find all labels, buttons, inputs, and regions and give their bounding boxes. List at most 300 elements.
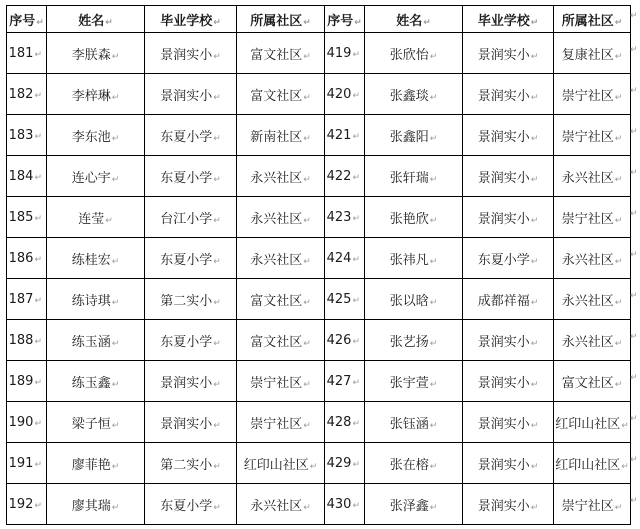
table-cell [325, 279, 365, 320]
table-cell [47, 33, 145, 74]
cell-value: 景润实小 [477, 457, 530, 473]
cell-end-mark: ↵ [213, 92, 221, 103]
cell-end-mark: ↵ [352, 49, 360, 60]
row-end-mark: ↵ [630, 208, 638, 219]
cell-value: 张轩瑞 [389, 170, 429, 186]
table-cell [7, 484, 47, 525]
table-header-row [7, 6, 631, 33]
cell-value: 181 [8, 45, 34, 61]
cell-end-mark: ↵ [303, 297, 311, 308]
cell-end-mark: ↵ [352, 418, 360, 429]
cell-end-mark: ↵ [303, 215, 311, 226]
cell-end-mark: ↵ [352, 459, 360, 470]
table-cell [554, 156, 631, 197]
table-row [7, 197, 631, 238]
table-cell [7, 402, 47, 443]
table-cell [145, 443, 237, 484]
cell-end-mark: ↵ [530, 215, 539, 226]
row-end-mark: ↵ [630, 290, 638, 301]
cell-value: 第二实小 [160, 457, 213, 473]
cell-value: 景润实小 [477, 416, 530, 432]
cell-value: 张钰涵 [389, 416, 429, 432]
table-cell [47, 197, 145, 238]
cell-end-mark: ↵ [352, 131, 360, 142]
table-cell [463, 484, 554, 525]
cell-value: 张艺扬 [389, 334, 429, 350]
cell-value: 186 [8, 250, 34, 266]
cell-value: 428 [326, 414, 352, 430]
cell-value: 张欣怡 [389, 47, 429, 63]
cell-value: 张鑫阳 [389, 129, 429, 145]
cell-end-mark: ↵ [429, 215, 438, 226]
table-cell [237, 197, 325, 238]
row-end-mark: ↵ [630, 413, 638, 424]
cell-end-mark: ↵ [34, 336, 42, 347]
header-cell: 姓名↵ [365, 6, 463, 33]
table-row [7, 115, 631, 156]
cell-value: 张宇萱 [389, 375, 429, 391]
cell-value: 419 [326, 45, 352, 61]
cell-end-mark: ↵ [111, 174, 120, 185]
cell-value: 187 [8, 291, 34, 307]
table-cell [7, 197, 47, 238]
cell-end-mark: ↵ [530, 420, 539, 431]
cell-end-mark: ↵ [429, 174, 438, 185]
cell-value: 张鑫琰 [389, 88, 429, 104]
cell-value: 188 [8, 332, 34, 348]
table-cell [463, 197, 554, 238]
table-cell [325, 443, 365, 484]
cell-end-mark: ↵ [34, 131, 42, 142]
cell-end-mark: ↵ [213, 379, 221, 390]
table-cell [145, 279, 237, 320]
cell-end-mark: ↵ [213, 338, 221, 349]
cell-value: 第二实小 [160, 293, 213, 309]
cell-value: 李梓琳 [71, 88, 111, 104]
cell-value: 东夏小学 [160, 170, 213, 186]
cell-end-mark: ↵ [429, 297, 438, 308]
cell-end-mark: ↵ [530, 133, 539, 144]
cell-value: 张艳欣 [389, 211, 429, 227]
cell-value: 426 [326, 332, 352, 348]
cell-end-mark: ↵ [530, 502, 539, 513]
row-end-mark: ↵ [630, 126, 638, 137]
cell-value: 崇宁社区 [250, 416, 303, 432]
cell-value: 422 [326, 168, 352, 184]
table-cell [463, 33, 554, 74]
table-cell [145, 402, 237, 443]
table-cell [237, 279, 325, 320]
cell-end-mark: ↵ [530, 461, 539, 472]
cell-end-mark: ↵ [614, 92, 623, 103]
cell-end-mark: ↵ [429, 461, 438, 472]
cell-value: 富文社区 [250, 88, 303, 104]
cell-value: 李朕森 [71, 47, 111, 63]
cell-end-mark: ↵ [303, 92, 311, 103]
cell-value: 红印山社区 [555, 457, 621, 473]
cell-value: 红印山社区 [555, 416, 621, 432]
cell-end-mark: ↵ [111, 133, 120, 144]
cell-end-mark: ↵ [111, 338, 120, 349]
table-cell [145, 238, 237, 279]
cell-end-mark: ↵ [429, 133, 438, 144]
table-row [7, 33, 631, 74]
cell-value: 永兴社区 [561, 293, 614, 309]
table-cell [145, 156, 237, 197]
cell-value: 新南社区 [250, 129, 303, 145]
cell-end-mark: ↵ [34, 295, 42, 306]
table-cell [145, 484, 237, 525]
table-cell [325, 320, 365, 361]
cell-value: 崇宁社区 [250, 375, 303, 391]
table-cell [463, 238, 554, 279]
table-cell [463, 320, 554, 361]
header-cell: 序号↵ [325, 6, 365, 33]
cell-end-mark: ↵ [303, 502, 311, 513]
table-cell [325, 115, 365, 156]
table-cell [554, 197, 631, 238]
cell-end-mark: ↵ [34, 500, 42, 511]
table-cell [554, 361, 631, 402]
cell-end-mark: ↵ [530, 338, 539, 349]
table-row [7, 279, 631, 320]
cell-value: 景润实小 [160, 47, 213, 63]
table-cell [47, 238, 145, 279]
cell-end-mark: ↵ [303, 174, 311, 185]
cell-value: 东夏小学 [160, 129, 213, 145]
table-cell [7, 279, 47, 320]
cell-value: 永兴社区 [561, 252, 614, 268]
table-cell [7, 320, 47, 361]
cell-end-mark: ↵ [429, 420, 438, 431]
cell-end-mark: ↵ [530, 256, 539, 267]
cell-value: 景润实小 [477, 498, 530, 514]
table-cell [554, 402, 631, 443]
table-cell [325, 74, 365, 115]
cell-value: 张祎凡 [389, 252, 429, 268]
cell-end-mark: ↵ [213, 51, 221, 62]
table-row [7, 156, 631, 197]
table-cell [145, 197, 237, 238]
cell-end-mark: ↵ [213, 256, 221, 267]
table-cell [365, 320, 463, 361]
table-row [7, 484, 631, 525]
cell-value: 景润实小 [160, 416, 213, 432]
table-row [7, 443, 631, 484]
table-cell [237, 238, 325, 279]
cell-value: 427 [326, 373, 352, 389]
cell-end-mark: ↵ [111, 502, 120, 513]
cell-value: 永兴社区 [250, 170, 303, 186]
cell-value: 练诗琪 [71, 293, 111, 309]
document-table-container [6, 5, 630, 525]
cell-value: 景润实小 [477, 334, 530, 350]
cell-end-mark: ↵ [213, 461, 221, 472]
table-cell [365, 484, 463, 525]
table-cell [554, 320, 631, 361]
table-cell [145, 320, 237, 361]
cell-value: 421 [326, 127, 352, 143]
table-cell [145, 115, 237, 156]
table-row [7, 320, 631, 361]
header-cell: 毕业学校↵ [145, 6, 237, 33]
cell-end-mark: ↵ [429, 92, 438, 103]
table-cell [237, 74, 325, 115]
row-end-mark: ↵ [630, 372, 638, 383]
row-end-mark: ↵ [630, 44, 638, 55]
cell-end-mark: ↵ [352, 90, 360, 101]
table-cell [47, 115, 145, 156]
cell-value: 崇宁社区 [561, 129, 614, 145]
cell-end-mark: ↵ [34, 49, 42, 60]
cell-end-mark: ↵ [213, 133, 221, 144]
cell-end-mark: ↵ [34, 377, 42, 388]
table-cell [554, 279, 631, 320]
table-row [7, 238, 631, 279]
cell-end-mark: ↵ [614, 502, 623, 513]
cell-end-mark: ↵ [352, 213, 360, 224]
cell-value: 永兴社区 [250, 498, 303, 514]
table-cell [365, 279, 463, 320]
table-cell [7, 115, 47, 156]
cell-value: 东夏小学 [160, 252, 213, 268]
cell-value: 李东池 [71, 129, 111, 145]
cell-end-mark: ↵ [352, 254, 360, 265]
cell-value: 永兴社区 [250, 211, 303, 227]
cell-end-mark: ↵ [34, 254, 42, 265]
cell-value: 练玉涵 [71, 334, 111, 350]
table-cell [237, 33, 325, 74]
cell-end-mark: ↵ [34, 418, 42, 429]
cell-value: 景润实小 [160, 88, 213, 104]
cell-end-mark: ↵ [530, 379, 539, 390]
table-cell [463, 74, 554, 115]
table-row [7, 402, 631, 443]
cell-end-mark: ↵ [614, 174, 623, 185]
cell-value: 张在榕 [389, 457, 429, 473]
cell-value: 梁子恒 [71, 416, 111, 432]
cell-value: 191 [8, 455, 34, 471]
cell-value: 张泽鑫 [389, 498, 429, 514]
table-cell [7, 361, 47, 402]
table-cell [325, 156, 365, 197]
cell-end-mark: ↵ [34, 213, 42, 224]
cell-value: 429 [326, 455, 352, 471]
header-cell: 所属社区↵ [554, 6, 631, 33]
table-row [7, 361, 631, 402]
cell-end-mark: ↵ [111, 92, 120, 103]
cell-value: 420 [326, 86, 352, 102]
cell-end-mark: ↵ [530, 51, 539, 62]
cell-value: 182 [8, 86, 34, 102]
cell-value: 崇宁社区 [561, 211, 614, 227]
cell-end-mark: ↵ [614, 379, 623, 390]
table-cell [47, 279, 145, 320]
cell-value: 连心宇 [71, 170, 111, 186]
table-cell [237, 361, 325, 402]
cell-value: 景润实小 [477, 211, 530, 227]
cell-end-mark: ↵ [303, 133, 311, 144]
table-cell [145, 33, 237, 74]
cell-value: 复康社区 [561, 47, 614, 63]
cell-end-mark: ↵ [352, 336, 360, 347]
table-cell [47, 74, 145, 115]
row-end-mark: ↵ [630, 85, 638, 96]
table-cell [47, 484, 145, 525]
cell-value: 184 [8, 168, 34, 184]
row-end-mark: ↵ [630, 10, 638, 21]
table-row [7, 74, 631, 115]
cell-end-mark: ↵ [213, 215, 221, 226]
cell-end-mark: ↵ [303, 256, 311, 267]
cell-value: 廖其瑞 [71, 498, 111, 514]
table-cell [365, 74, 463, 115]
cell-end-mark: ↵ [429, 502, 438, 513]
table-cell [554, 238, 631, 279]
header-cell: 姓名↵ [47, 6, 145, 33]
table-cell [237, 402, 325, 443]
cell-end-mark: ↵ [621, 461, 629, 472]
cell-value: 183 [8, 127, 34, 143]
cell-value: 永兴社区 [561, 170, 614, 186]
table-cell [554, 74, 631, 115]
header-cell: 序号↵ [7, 6, 47, 33]
row-end-mark: ↵ [630, 249, 638, 260]
cell-end-mark: ↵ [309, 461, 318, 472]
cell-end-mark: ↵ [429, 256, 438, 267]
cell-end-mark: ↵ [614, 338, 623, 349]
cell-value: 189 [8, 373, 34, 389]
table-cell [463, 361, 554, 402]
cell-end-mark: ↵ [111, 297, 120, 308]
cell-end-mark: ↵ [303, 338, 311, 349]
cell-value: 424 [326, 250, 352, 266]
table-cell [463, 443, 554, 484]
cell-end-mark: ↵ [111, 420, 120, 431]
table-cell [7, 443, 47, 484]
cell-end-mark: ↵ [34, 172, 42, 183]
table-cell [7, 238, 47, 279]
table-cell [7, 74, 47, 115]
cell-end-mark: ↵ [105, 215, 113, 226]
cell-value: 景润实小 [477, 47, 530, 63]
row-end-mark: ↵ [630, 454, 638, 465]
table-cell [365, 238, 463, 279]
table-cell [145, 74, 237, 115]
cell-end-mark: ↵ [34, 90, 42, 101]
cell-end-mark: ↵ [213, 297, 221, 308]
cell-value: 423 [326, 209, 352, 225]
cell-value: 永兴社区 [561, 334, 614, 350]
table-cell [325, 238, 365, 279]
table-cell [7, 33, 47, 74]
table-cell [463, 402, 554, 443]
cell-end-mark: ↵ [352, 500, 360, 511]
cell-value: 430 [326, 496, 352, 512]
cell-value: 景润实小 [477, 88, 530, 104]
table-cell [325, 361, 365, 402]
table-cell [365, 443, 463, 484]
cell-end-mark: ↵ [614, 215, 623, 226]
cell-value: 景润实小 [477, 129, 530, 145]
cell-value: 练玉鑫 [71, 375, 111, 391]
table-cell [554, 115, 631, 156]
table-cell [325, 197, 365, 238]
cell-value: 425 [326, 291, 352, 307]
table-cell [237, 443, 325, 484]
cell-value: 景润实小 [477, 375, 530, 391]
cell-end-mark: ↵ [352, 295, 360, 306]
table-cell [365, 33, 463, 74]
cell-end-mark: ↵ [429, 338, 438, 349]
table-cell [47, 361, 145, 402]
cell-end-mark: ↵ [213, 502, 221, 513]
table-cell [365, 402, 463, 443]
table-cell [463, 279, 554, 320]
cell-end-mark: ↵ [111, 51, 120, 62]
cell-value: 富文社区 [561, 375, 614, 391]
cell-end-mark: ↵ [303, 379, 311, 390]
row-end-mark: ↵ [630, 167, 638, 178]
cell-value: 连莹 [78, 211, 105, 227]
header-cell: 毕业学校↵ [463, 6, 554, 33]
cell-value: 东夏小学 [160, 498, 213, 514]
cell-value: 崇宁社区 [561, 498, 614, 514]
table-cell [365, 115, 463, 156]
cell-value: 富文社区 [250, 47, 303, 63]
table-cell [47, 156, 145, 197]
cell-end-mark: ↵ [614, 51, 623, 62]
table-cell [325, 402, 365, 443]
cell-value: 东夏小学 [160, 334, 213, 350]
cell-value: 台江小学 [160, 211, 213, 227]
cell-end-mark: ↵ [111, 461, 120, 472]
cell-end-mark: ↵ [614, 133, 623, 144]
table-body [7, 6, 631, 525]
cell-end-mark: ↵ [352, 377, 360, 388]
cell-end-mark: ↵ [429, 51, 438, 62]
cell-end-mark: ↵ [614, 256, 623, 267]
cell-end-mark: ↵ [429, 379, 438, 390]
cell-end-mark: ↵ [352, 172, 360, 183]
cell-end-mark: ↵ [530, 174, 539, 185]
cell-value: 崇宁社区 [561, 88, 614, 104]
cell-end-mark: ↵ [530, 92, 539, 103]
table-cell [237, 484, 325, 525]
table-cell [47, 443, 145, 484]
table-cell [237, 115, 325, 156]
cell-value: 185 [8, 209, 34, 225]
cell-end-mark: ↵ [614, 297, 623, 308]
table-cell [7, 156, 47, 197]
table-cell [237, 320, 325, 361]
table-cell [365, 156, 463, 197]
table-cell [325, 33, 365, 74]
row-end-mark: ↵ [630, 331, 638, 342]
cell-end-mark: ↵ [303, 51, 311, 62]
cell-value: 东夏小学 [477, 252, 530, 268]
cell-value: 成都祥福 [477, 293, 530, 309]
cell-value: 富文社区 [250, 293, 303, 309]
cell-value: 富文社区 [250, 334, 303, 350]
table-cell [554, 443, 631, 484]
table-cell [554, 484, 631, 525]
table-cell [47, 402, 145, 443]
cell-value: 192 [8, 496, 34, 512]
cell-end-mark: ↵ [111, 256, 120, 267]
cell-end-mark: ↵ [213, 174, 221, 185]
cell-value: 永兴社区 [250, 252, 303, 268]
